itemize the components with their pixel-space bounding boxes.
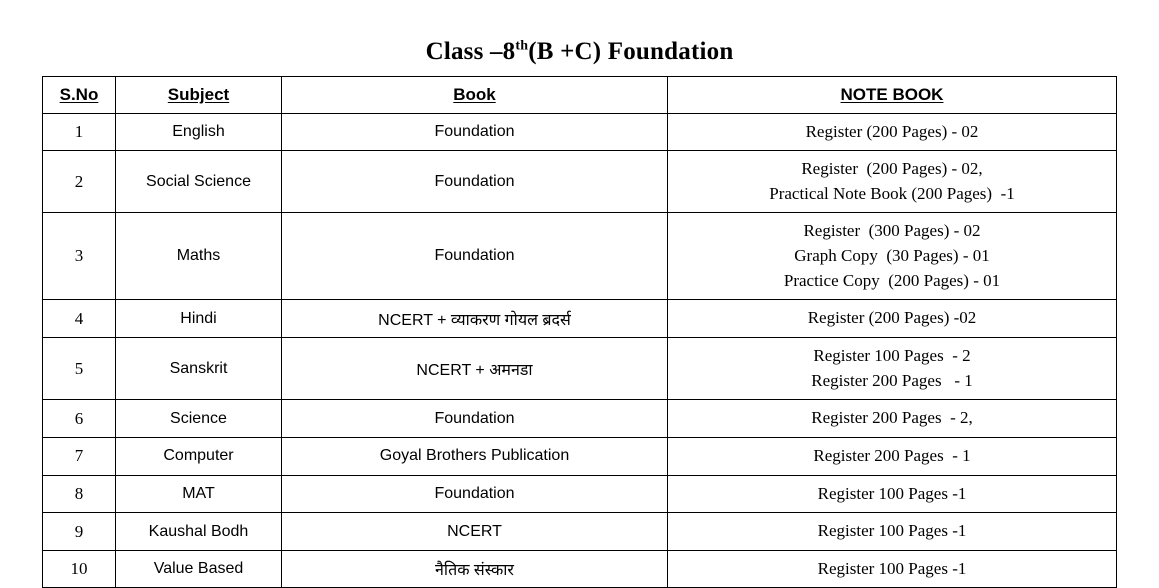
- notebook-line: Register 100 Pages - 2: [672, 344, 1112, 369]
- table-row: [43, 113, 1117, 151]
- notebook-line: Register (300 Pages) - 02: [672, 219, 1112, 244]
- notebook-lines: [668, 551, 1116, 588]
- page-title: [0, 0, 1159, 76]
- cell-notebook: [668, 437, 1117, 475]
- cell-book: NCERT: [282, 513, 668, 551]
- notebook-lines: [668, 300, 1116, 337]
- notebook-line: Register (200 Pages) -02: [672, 306, 1112, 331]
- page-title-prefix: Class –8: [426, 38, 516, 65]
- cell-subject: Science: [116, 400, 282, 438]
- cell-sno: 1: [43, 113, 116, 151]
- page-title-suffix: (B +C) Foundation: [528, 38, 733, 65]
- cell-sno: 6: [43, 400, 116, 438]
- cell-notebook: [668, 300, 1117, 338]
- cell-subject: English: [116, 113, 282, 151]
- cell-book: नैतिक संस्कार: [282, 550, 668, 588]
- cell-subject: MAT: [116, 475, 282, 513]
- table-row: [43, 151, 1117, 213]
- notebook-line: Register (200 Pages) - 02: [672, 120, 1112, 145]
- cell-sno: 8: [43, 475, 116, 513]
- cell-sno: 5: [43, 337, 116, 399]
- cell-sno: 9: [43, 513, 116, 551]
- table-row: [43, 475, 1117, 513]
- cell-subject: Hindi: [116, 300, 282, 338]
- notebook-lines: [668, 114, 1116, 151]
- notebook-lines: [668, 151, 1116, 212]
- column-header-subject: [116, 76, 282, 113]
- notebook-lines: [668, 438, 1116, 475]
- notebook-line: Register 100 Pages -1: [672, 557, 1112, 582]
- book-list-table: [42, 76, 1117, 588]
- cell-book: Foundation: [282, 213, 668, 300]
- column-header-notebook: [668, 76, 1117, 113]
- notebook-line: Practical Note Book (200 Pages) -1: [672, 182, 1112, 207]
- cell-subject: Sanskrit: [116, 337, 282, 399]
- notebook-lines: [668, 213, 1116, 299]
- notebook-lines: [668, 400, 1116, 437]
- cell-notebook: [668, 513, 1117, 551]
- notebook-line: Register 200 Pages - 1: [672, 444, 1112, 469]
- cell-notebook: [668, 400, 1117, 438]
- cell-book: Goyal Brothers Publication: [282, 437, 668, 475]
- notebook-lines: [668, 476, 1116, 513]
- cell-sno: 4: [43, 300, 116, 338]
- column-header-notebook-label: NOTE BOOK: [841, 85, 944, 104]
- cell-subject: Computer: [116, 437, 282, 475]
- table-row: [43, 213, 1117, 300]
- table-row: [43, 400, 1117, 438]
- notebook-lines: [668, 513, 1116, 550]
- notebook-line: Register 200 Pages - 2,: [672, 406, 1112, 431]
- cell-book: Foundation: [282, 400, 668, 438]
- page-title-superscript: th: [515, 39, 528, 54]
- column-header-subject-label: Subject: [168, 85, 229, 104]
- cell-notebook: [668, 550, 1117, 588]
- column-header-sno-label: S.No: [60, 85, 99, 104]
- cell-notebook: [668, 151, 1117, 213]
- table-row: [43, 337, 1117, 399]
- cell-sno: 3: [43, 213, 116, 300]
- cell-notebook: [668, 213, 1117, 300]
- cell-book: Foundation: [282, 475, 668, 513]
- notebook-line: Register 100 Pages -1: [672, 482, 1112, 507]
- notebook-line: Register 100 Pages -1: [672, 519, 1112, 544]
- cell-subject: Maths: [116, 213, 282, 300]
- notebook-line: Practice Copy (200 Pages) - 01: [672, 269, 1112, 294]
- cell-notebook: [668, 475, 1117, 513]
- table-row: [43, 300, 1117, 338]
- notebook-line: Graph Copy (30 Pages) - 01: [672, 244, 1112, 269]
- column-header-book-label: Book: [453, 85, 496, 104]
- column-header-book: [282, 76, 668, 113]
- column-header-sno: [43, 76, 116, 113]
- cell-subject: Social Science: [116, 151, 282, 213]
- cell-notebook: [668, 337, 1117, 399]
- cell-book: NCERT + अमनडा: [282, 337, 668, 399]
- cell-book: NCERT + व्याकरण गोयल ब्रदर्स: [282, 300, 668, 338]
- cell-sno: 7: [43, 437, 116, 475]
- cell-sno: 2: [43, 151, 116, 213]
- cell-book: Foundation: [282, 151, 668, 213]
- cell-subject: Value Based: [116, 550, 282, 588]
- table-header-row: [43, 76, 1117, 113]
- notebook-line: Register 200 Pages - 1: [672, 369, 1112, 394]
- table-row: [43, 513, 1117, 551]
- cell-notebook: [668, 113, 1117, 151]
- table-row: [43, 437, 1117, 475]
- notebook-line: Register (200 Pages) - 02,: [672, 157, 1112, 182]
- cell-book: Foundation: [282, 113, 668, 151]
- table-row: [43, 550, 1117, 588]
- cell-subject: Kaushal Bodh: [116, 513, 282, 551]
- cell-sno: 10: [43, 550, 116, 588]
- notebook-lines: [668, 338, 1116, 399]
